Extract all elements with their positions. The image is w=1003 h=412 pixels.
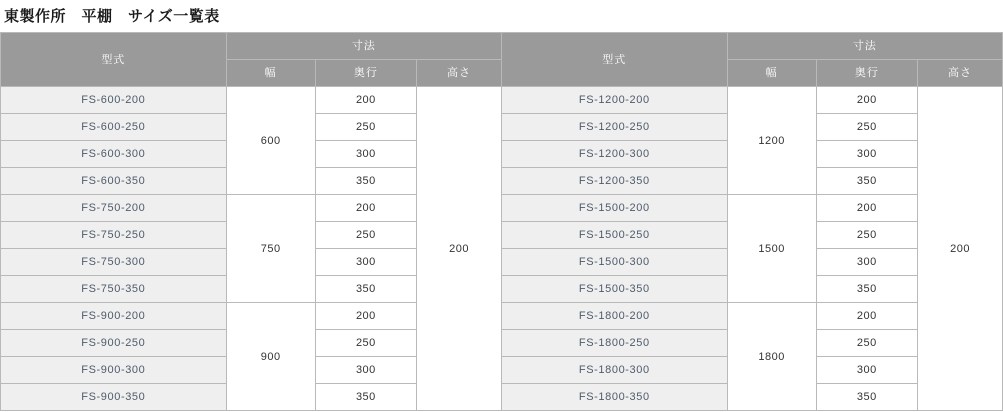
table-row [1,249,1003,276]
depth-cell: 350 [816,276,917,303]
header-model-right: 型式 [501,33,727,87]
model-cell: FS-750-200 [1,195,227,222]
depth-cell: 300 [315,357,416,384]
depth-cell: 250 [816,330,917,357]
depth-cell: 350 [816,384,917,411]
model-cell: FS-1500-300 [501,249,727,276]
depth-cell: 200 [315,87,416,114]
model-cell: FS-600-300 [1,141,227,168]
width-cell: 600 [226,87,315,195]
table-row [1,276,1003,303]
model-cell: FS-600-350 [1,168,227,195]
height-cell-right: 200 [918,87,1003,411]
header-width-left: 幅 [226,60,315,87]
depth-cell: 250 [315,330,416,357]
depth-cell: 250 [816,114,917,141]
depth-cell: 300 [816,249,917,276]
table-row [1,114,1003,141]
width-cell: 1500 [727,195,816,303]
width-cell: 1200 [727,87,816,195]
depth-cell: 250 [816,222,917,249]
table-row [1,195,1003,222]
table-row [1,168,1003,195]
header-dimensions-left: 寸法 [226,33,501,60]
header-height-left: 高さ [417,60,502,87]
table-row [1,303,1003,330]
header-dimensions-right: 寸法 [727,33,1002,60]
depth-cell: 350 [315,168,416,195]
page-title: 東製作所 平棚 サイズ一覧表 [4,8,220,25]
model-cell: FS-750-250 [1,222,227,249]
header-height-right: 高さ [918,60,1003,87]
model-cell: FS-1800-200 [501,303,727,330]
depth-cell: 200 [315,195,416,222]
model-cell: FS-900-350 [1,384,227,411]
width-cell: 1800 [727,303,816,411]
table-row [1,357,1003,384]
model-cell: FS-1200-300 [501,141,727,168]
depth-cell: 350 [315,276,416,303]
size-table [0,32,1003,411]
model-cell: FS-1500-250 [501,222,727,249]
table-header [1,33,1003,87]
depth-cell: 300 [315,249,416,276]
model-cell: FS-1800-350 [501,384,727,411]
width-cell: 900 [226,303,315,411]
depth-cell: 200 [816,87,917,114]
table-row [1,222,1003,249]
model-cell: FS-900-300 [1,357,227,384]
header-model-left: 型式 [1,33,227,87]
depth-cell: 200 [816,195,917,222]
header-depth-right: 奥行 [816,60,917,87]
model-cell: FS-1800-300 [501,357,727,384]
model-cell: FS-1500-200 [501,195,727,222]
model-cell: FS-750-300 [1,249,227,276]
depth-cell: 200 [315,303,416,330]
model-cell: FS-750-350 [1,276,227,303]
model-cell: FS-600-250 [1,114,227,141]
depth-cell: 350 [315,384,416,411]
model-cell: FS-1200-250 [501,114,727,141]
model-cell: FS-1200-200 [501,87,727,114]
model-cell: FS-1500-350 [501,276,727,303]
depth-cell: 350 [816,168,917,195]
header-row-top [1,33,1003,60]
depth-cell: 300 [816,357,917,384]
depth-cell: 300 [315,141,416,168]
table-row [1,87,1003,114]
table-row [1,141,1003,168]
table-body [1,87,1003,411]
model-cell: FS-900-200 [1,303,227,330]
depth-cell: 250 [315,114,416,141]
model-cell: FS-900-250 [1,330,227,357]
header-width-right: 幅 [727,60,816,87]
height-cell-left: 200 [417,87,502,411]
model-cell: FS-1200-350 [501,168,727,195]
depth-cell: 300 [816,141,917,168]
width-cell: 750 [226,195,315,303]
model-cell: FS-1800-250 [501,330,727,357]
model-cell: FS-600-200 [1,87,227,114]
table-row [1,384,1003,411]
table-row [1,330,1003,357]
depth-cell: 200 [816,303,917,330]
header-depth-left: 奥行 [315,60,416,87]
depth-cell: 250 [315,222,416,249]
